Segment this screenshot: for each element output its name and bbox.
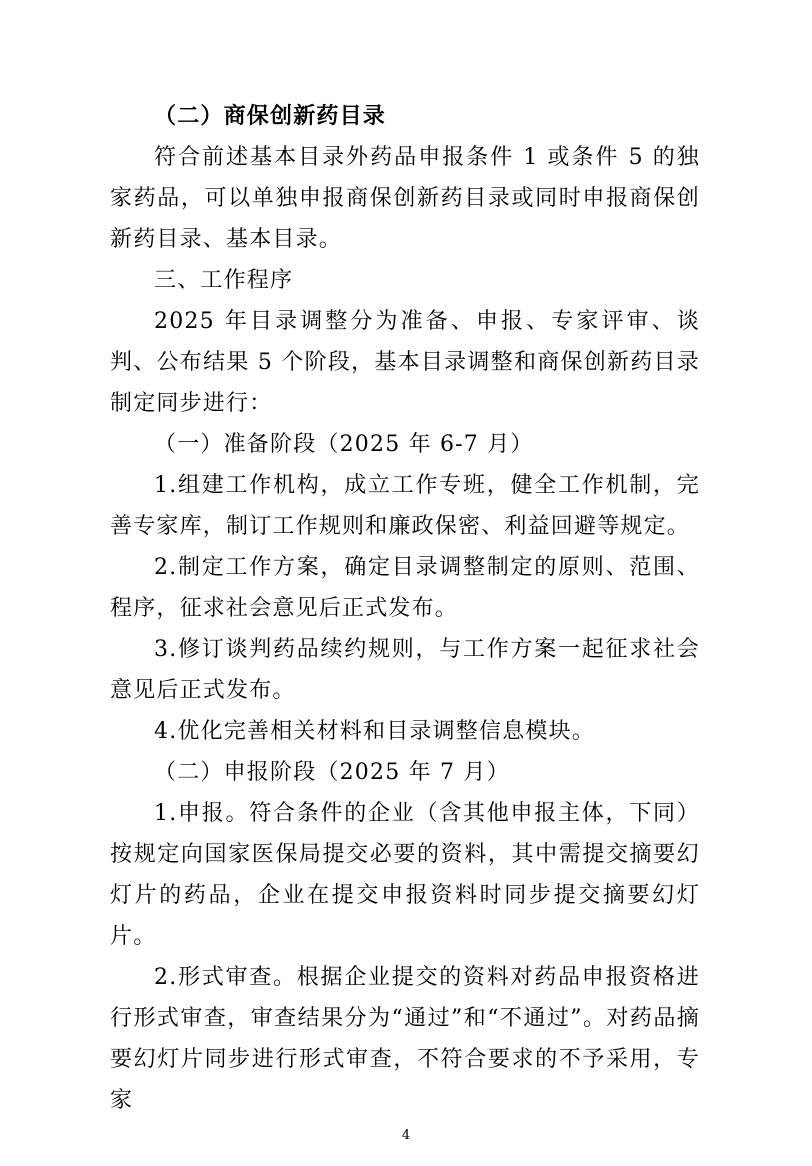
- paragraph-application-conditions: 符合前述基本目录外药品申报条件 1 或条件 5 的独家药品，可以单独申报商保创新药目录或同时申报商保创新药目录、基本目录。: [110, 145, 700, 252]
- subheading-preparation-stage: （一）准备阶段（2025 年 6-7 月）: [154, 432, 534, 457]
- document-body: [110, 96, 700, 1121]
- paragraph-application-item-1: 1.申报。符合条件的企业（含其他申报主体，下同）按规定向国家医保局提交必要的资料，其中需提交摘要幻灯片的药品，企业在提交申报资料时同步提交摘要幻灯片。: [110, 801, 700, 949]
- paragraph-application-item-2: 2.形式审查。根据企业提交的资料对药品申报资格进行形式审查，审查结果分为“通过”和“不通过”。对药品摘要幻灯片同步进行形式审查，不符合要求的不予采用，专家: [110, 965, 700, 1113]
- paragraph-preparation-item-4: 4.优化完善相关材料和目录调整信息模块。: [154, 719, 595, 744]
- paragraph-adjustment-stages: 2025 年目录调整分为准备、申报、专家评审、谈判、公布结果 5 个阶段，基本目录调整和商保创新药目录制定同步进行：: [110, 309, 700, 416]
- section-heading-commercial-insurance-catalog: （二）商保创新药目录: [154, 104, 387, 129]
- section-heading-work-procedure: 三、工作程序: [154, 268, 294, 293]
- paragraph-preparation-item-3: 3.修订谈判药品续约规则，与工作方案一起征求社会意见后正式发布。: [110, 637, 700, 703]
- subheading-application-stage: （二）申报阶段（2025 年 7 月）: [154, 760, 510, 785]
- page-number: 4: [401, 1128, 411, 1143]
- paragraph-preparation-item-2: 2.制定工作方案，确定目录调整制定的原则、范围、程序，征求社会意见后正式发布。: [110, 555, 700, 621]
- paragraph-preparation-item-1: 1.组建工作机构，成立工作专班，健全工作机制，完善专家库，制订工作规则和廉政保密、利益回避等规定。: [110, 473, 700, 539]
